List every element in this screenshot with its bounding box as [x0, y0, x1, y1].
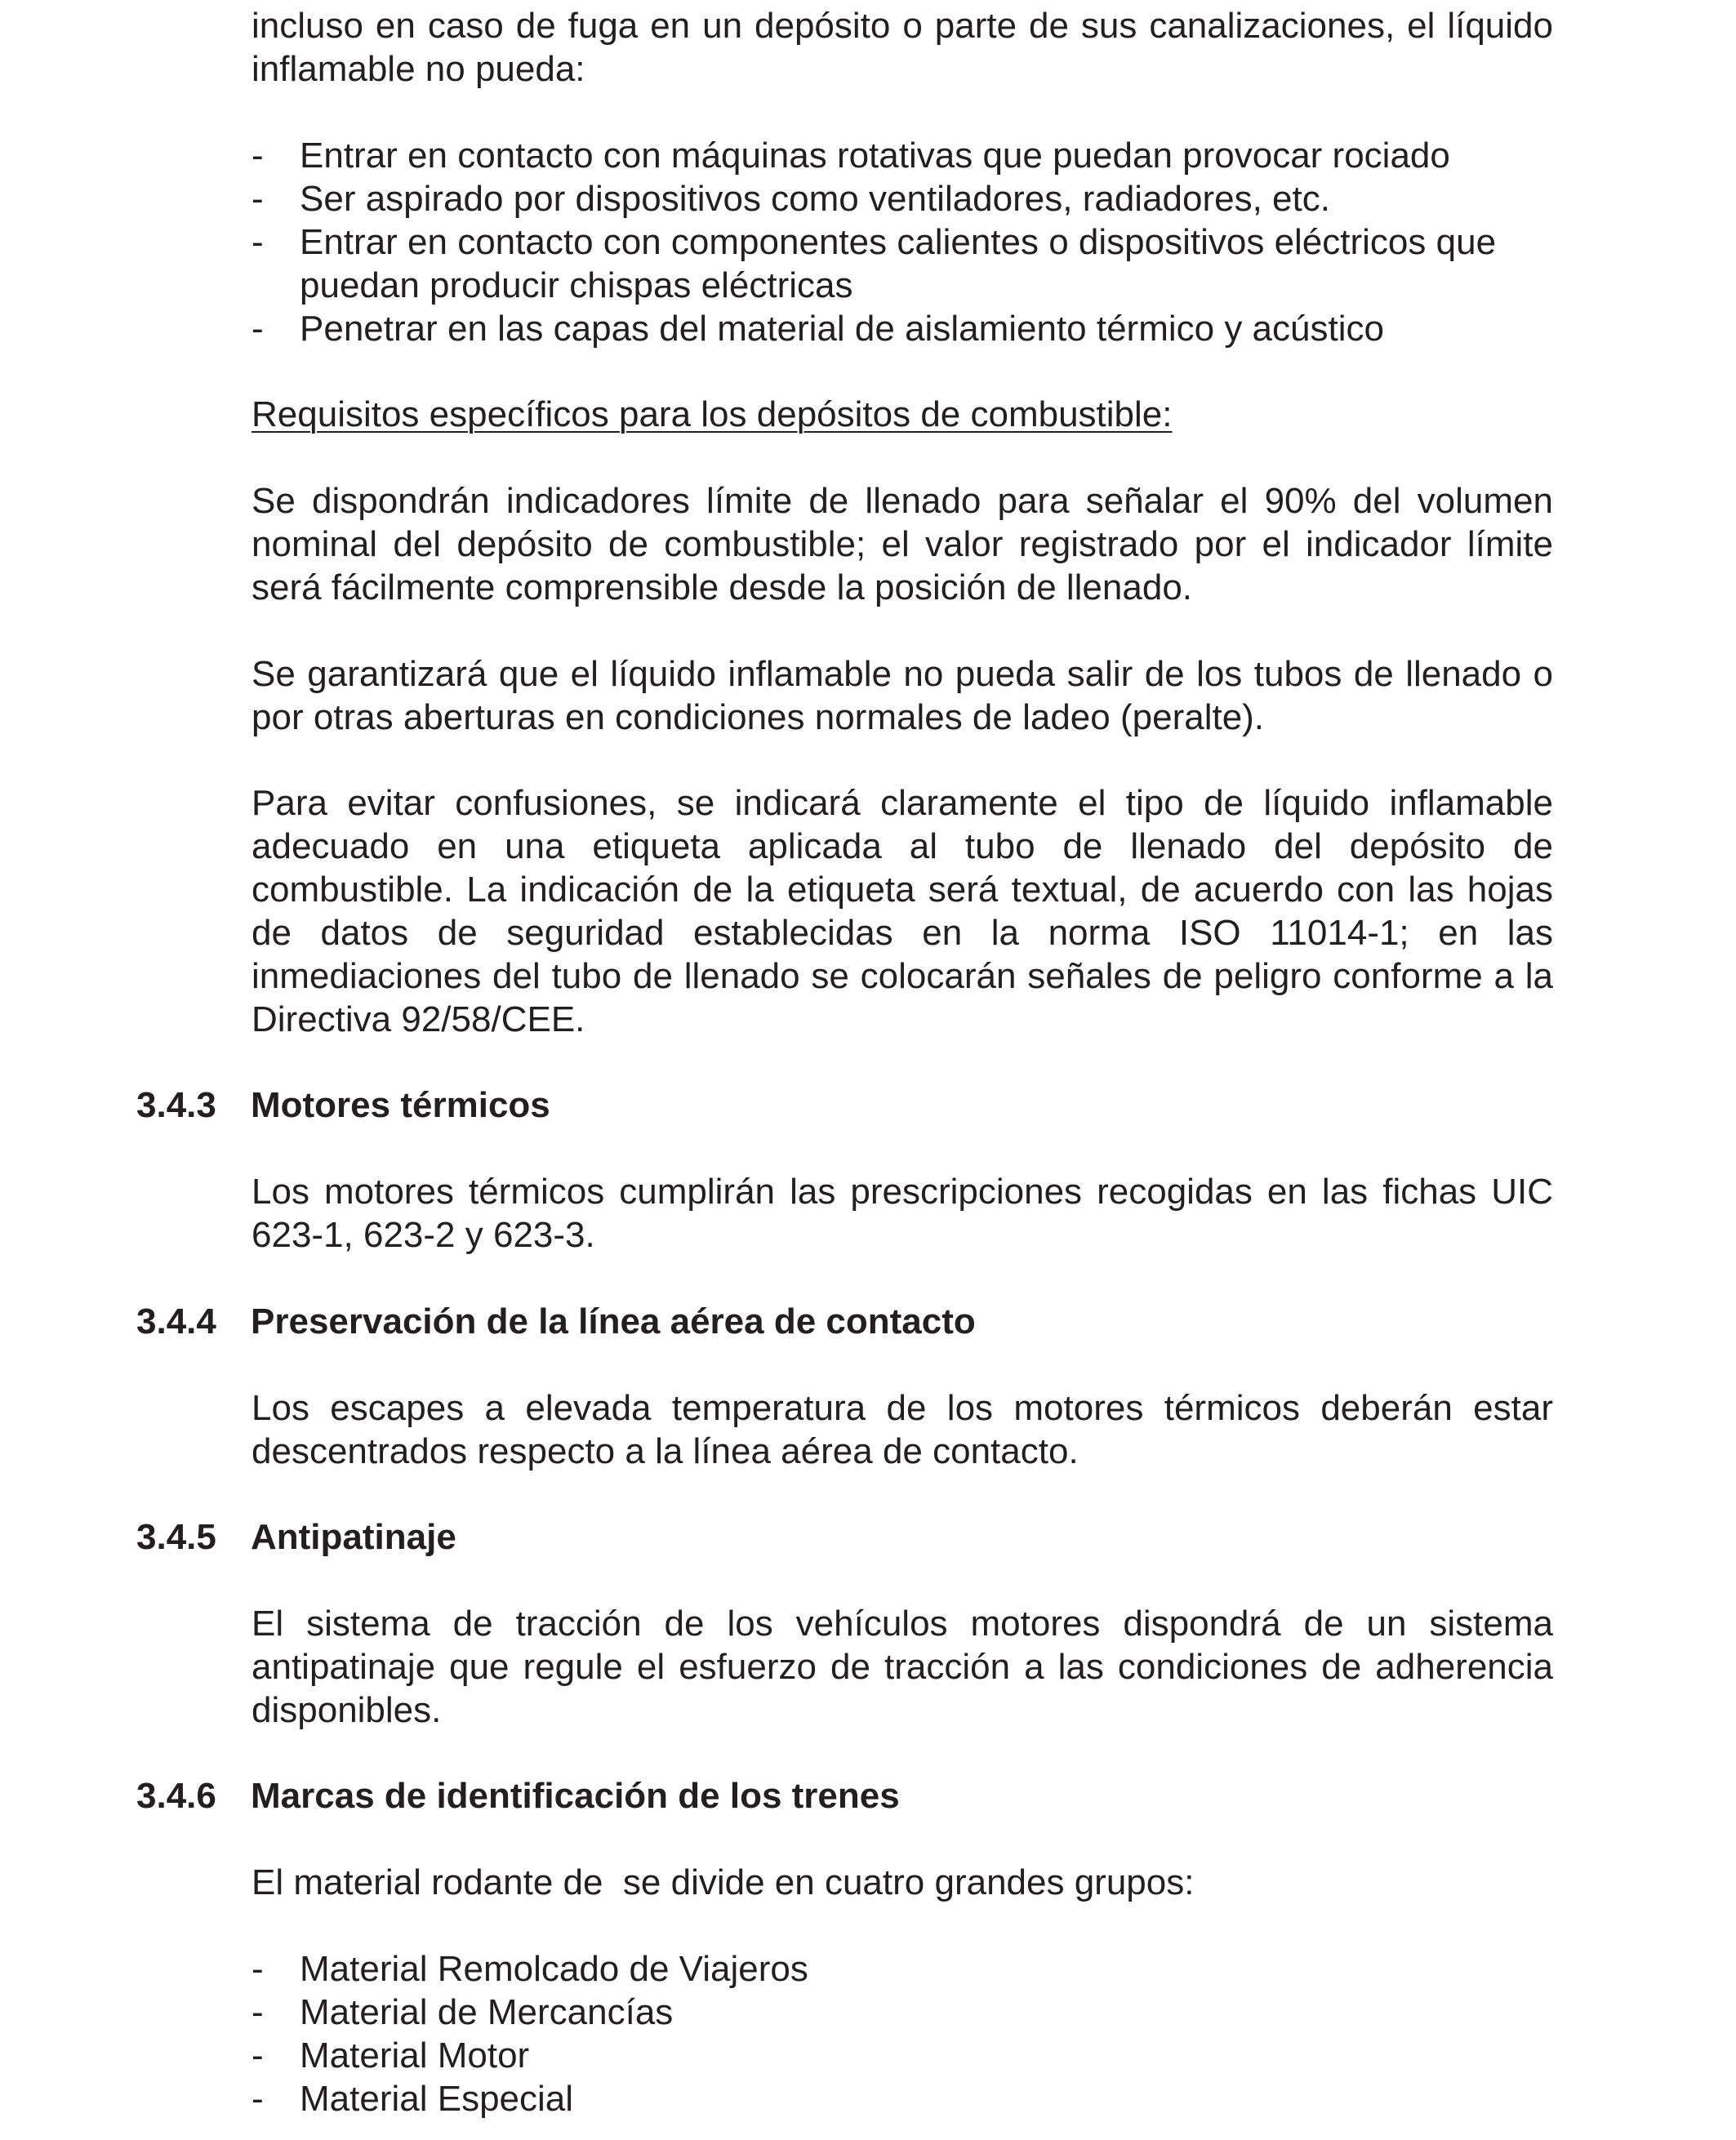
list-dash: - [251, 2035, 264, 2075]
intro-paragraph: incluso en caso de fuga en un depósito o parte de sus canalizaciones, el líquido inflamable no pueda: [251, 6, 1553, 89]
section-3-4-4-text: Los escapes a elevada temperatura de los motores térmicos deberán estar descentrados respecto a la línea aérea de contacto. [251, 1388, 1553, 1471]
list-dash: - [251, 1992, 264, 2032]
section-heading-3-4-6 [136, 1774, 900, 1817]
list-item [251, 220, 1553, 307]
list-item-text: Entrar en contacto con componentes calientes o dispositivos eléctricos que puedan producir chispas eléctricas [300, 222, 1497, 305]
list-item-text: Material Especial [300, 2079, 574, 2119]
section-title: Marcas de identificación de los trenes [251, 1776, 900, 1816]
section-number: 3.4.5 [136, 1517, 216, 1557]
fuel-tank-paragraph-3: Para evitar confusiones, se indicará claramente el tipo de líquido inflamable adecuado en una etiqueta aplicada al tubo de llenado del depósito de combustible. La indicación de la etiqueta será textual, de acuerdo con las hojas de datos de seguridad establecidas en la norma ISO 11014-1; en las inmediaciones del tubo de llenado se colocarán señales de peligro conforme a la Directiva 92/58/CEE. [251, 783, 1553, 1039]
list-item [251, 307, 1553, 350]
list-item [251, 2077, 1553, 2120]
list-item [251, 1947, 1553, 1991]
list-item-text: Material Motor [300, 2035, 530, 2075]
list-dash: - [251, 222, 264, 262]
list-dash: - [251, 309, 264, 349]
section-title: Motores térmicos [251, 1085, 550, 1125]
rolling-stock-list [251, 1947, 1553, 2120]
list-item [251, 134, 1553, 177]
fuel-tank-paragraph-1: Se dispondrán indicadores límite de llenado para señalar el 90% del volumen nominal del depósito de combustible; el valor registrado por el indicador límite será fácilmente comprensible desde la posición de llenado. [251, 481, 1553, 607]
list-item-text: Ser aspirado por dispositivos como ventiladores, radiadores, etc. [300, 179, 1330, 219]
section-heading-3-4-4 [136, 1300, 976, 1343]
list-item-text: Material de Mercancías [300, 1992, 674, 2032]
section-number: 3.4.6 [136, 1776, 216, 1816]
fuel-tank-paragraph-2: Se garantizará que el líquido inflamable no pueda salir de los tubos de llenado o por otras aberturas en condiciones normales de ladeo (peralte). [251, 654, 1553, 737]
section-3-4-3-text: Los motores térmicos cumplirán las prescripciones recogidas en las fichas UIC 623-1, 623-2 y 623-3. [251, 1172, 1553, 1255]
list-item [251, 1991, 1553, 2034]
section-3-4-5-text: El sistema de tracción de los vehículos motores dispondrá de un sistema antipatinaje que regule el esfuerzo de tracción a las condiciones de adherencia disponibles. [251, 1604, 1553, 1730]
section-number: 3.4.3 [136, 1085, 216, 1125]
section-title: Preservación de la línea aérea de contacto [251, 1301, 976, 1341]
list-item-text: Entrar en contacto con máquinas rotativas que puedan provocar rociado [300, 136, 1450, 176]
section-number: 3.4.4 [136, 1301, 216, 1341]
list-dash: - [251, 179, 264, 219]
section-heading-3-4-5 [136, 1515, 456, 1559]
list-dash: - [251, 136, 264, 176]
list-item-text: Penetrar en las capas del material de aislamiento térmico y acústico [300, 309, 1384, 349]
leak-conditions-list [251, 134, 1553, 350]
list-dash: - [251, 2079, 264, 2119]
list-item-text: Material Remolcado de Viajeros [300, 1949, 808, 1989]
section-title: Antipatinaje [251, 1517, 456, 1557]
section-3-4-6-text: El material rodante de se divide en cuatro grandes grupos: [251, 1862, 1195, 1902]
list-item [251, 2034, 1553, 2077]
section-heading-3-4-3 [136, 1083, 550, 1127]
fuel-tank-subtitle: Requisitos específicos para los depósitos de combustible: [251, 394, 1173, 434]
list-dash: - [251, 1949, 264, 1989]
list-item [251, 177, 1553, 220]
